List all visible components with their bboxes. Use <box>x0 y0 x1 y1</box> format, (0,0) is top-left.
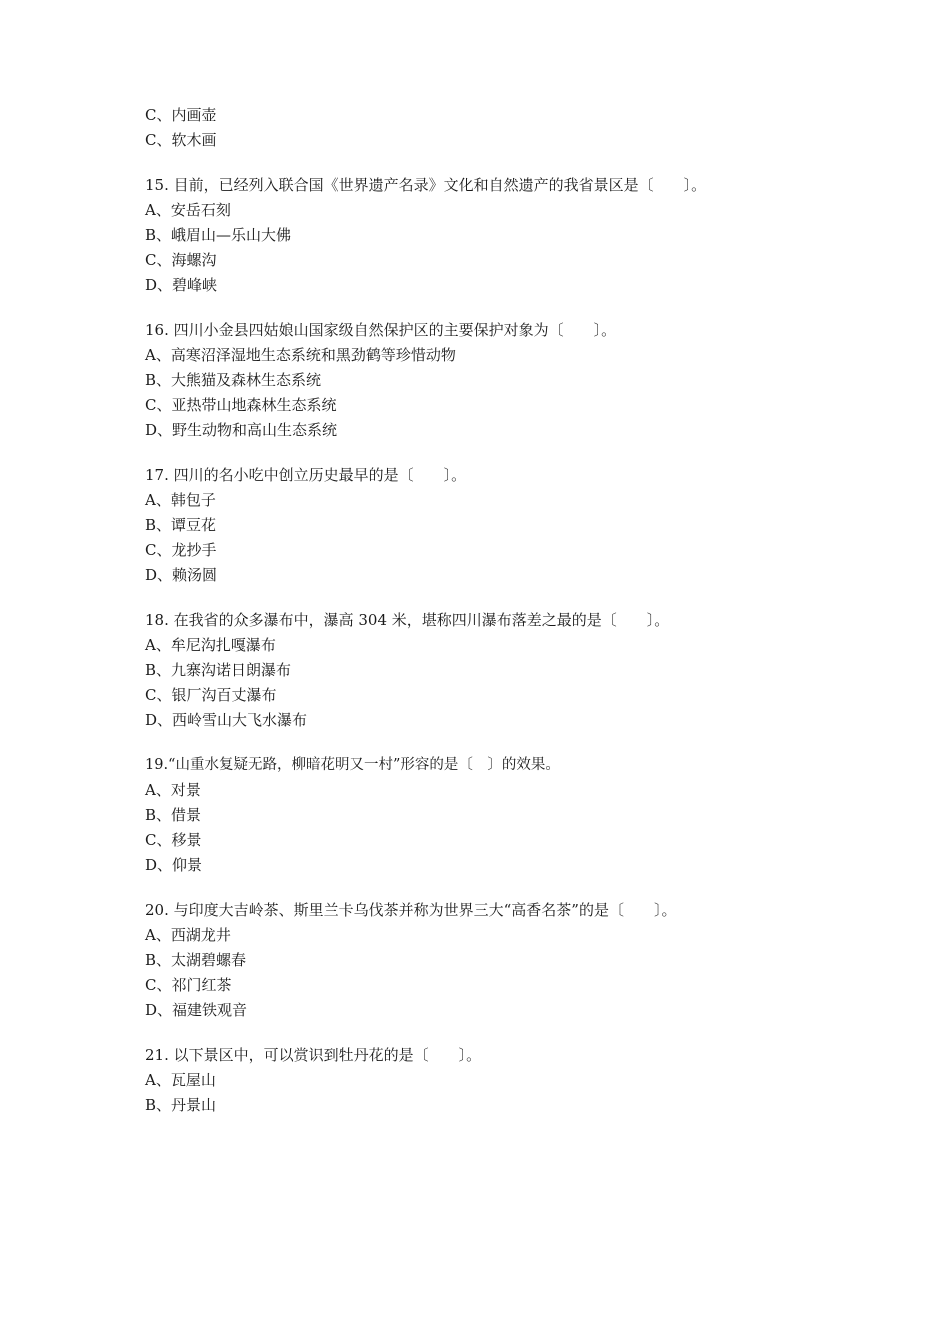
option-item: B、大熊猫及森林生态系统 <box>145 371 322 389</box>
question-16 <box>145 318 845 443</box>
question-text: 21. 以下景区中，可以赏识到牡丹花的是〔 〕。 <box>145 1046 482 1064</box>
option-item: C、移景 <box>145 831 202 849</box>
option-item: C、软木画 <box>145 131 217 149</box>
option-item: D、福建铁观音 <box>145 1001 248 1019</box>
option-item: B、丹景山 <box>145 1096 217 1114</box>
question-text: 18. 在我省的众多瀑布中，瀑高 304 米，堪称四川瀑布落差之最的是〔 〕。 <box>145 611 670 629</box>
option-item: B、峨眉山—乐山大佛 <box>145 226 292 244</box>
option-item: D、赖汤圆 <box>145 566 218 584</box>
option-item: D、西岭雪山大飞水瀑布 <box>145 711 308 729</box>
option-item: A、瓦屋山 <box>145 1071 216 1089</box>
option-item: A、对景 <box>145 781 201 799</box>
option-item: A、西湖龙井 <box>145 926 231 944</box>
option-item: A、高寒沼泽湿地生态系统和黑劲鹤等珍惜动物 <box>145 346 456 364</box>
option-item: D、野生动物和高山生态系统 <box>145 421 338 439</box>
option-item: A、韩包子 <box>145 491 216 509</box>
option-item: A、安岳石刻 <box>145 201 231 219</box>
question-text: 19.“山重水复疑无路，柳暗花明又一村”形容的是〔 〕的效果。 <box>145 757 560 773</box>
option-item: A、牟尼沟扎嘎瀑布 <box>145 636 276 654</box>
question-text: 17. 四川的名小吃中创立历史最早的是〔 〕。 <box>145 466 467 484</box>
option-item: C、海螺沟 <box>145 251 217 269</box>
option-item: D、碧峰峡 <box>145 276 218 294</box>
question-text: 20. 与印度大吉岭茶、斯里兰卡乌伐茶并称为世界三大“高香名茶”的是〔 〕。 <box>145 901 677 919</box>
question-text: 15. 目前，已经列入联合国《世界遗产名录》文化和自然遗产的我省景区是〔 〕。 <box>145 176 707 194</box>
option-item: B、九寨沟诺日朗瀑布 <box>145 661 292 679</box>
leading-options <box>145 103 845 153</box>
question-text: 16. 四川小金县四姑娘山国家级自然保护区的主要保护对象为〔 〕。 <box>145 321 617 339</box>
option-item: C、内画壶 <box>145 106 217 124</box>
question-19 <box>145 753 845 878</box>
question-17 <box>145 463 845 588</box>
option-item: C、祁门红茶 <box>145 976 232 994</box>
question-18 <box>145 608 845 733</box>
option-item: C、龙抄手 <box>145 541 217 559</box>
option-item: B、借景 <box>145 806 202 824</box>
option-item: B、太湖碧螺春 <box>145 951 247 969</box>
question-15 <box>145 173 845 298</box>
option-item: B、谭豆花 <box>145 516 217 534</box>
question-list <box>145 103 845 1138</box>
option-item: D、仰景 <box>145 856 203 874</box>
question-21 <box>145 1043 845 1118</box>
option-item: C、亚热带山地森林生态系统 <box>145 396 337 414</box>
question-20 <box>145 898 845 1023</box>
option-item: C、银厂沟百丈瀑布 <box>145 686 277 704</box>
